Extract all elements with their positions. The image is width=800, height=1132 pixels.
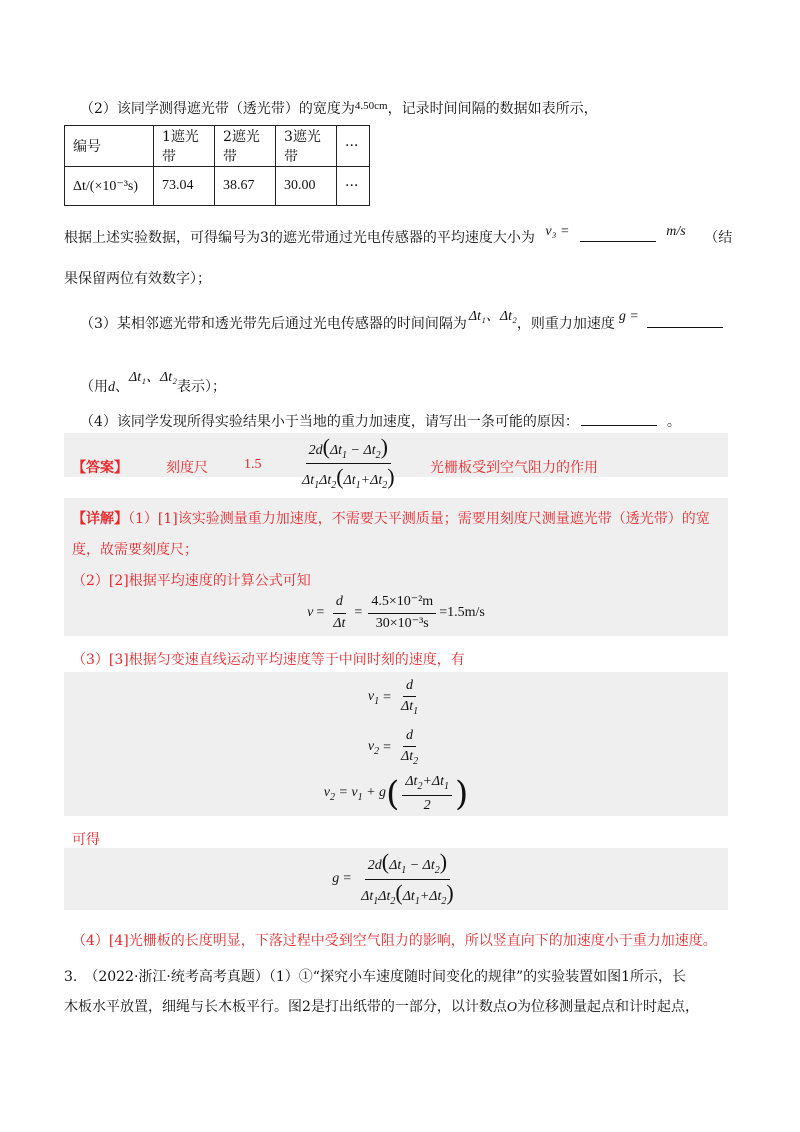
frac-values <box>368 594 436 631</box>
q4-end: 。 <box>666 414 681 430</box>
frac-d-dt <box>330 594 348 631</box>
detail-p4: （4）[4]光栅板的长度明显，下落过程中受到空气阻力的影响，所以竖直向下的加速度小于重力加速度。 <box>72 933 717 949</box>
table-cell: ··· <box>337 126 370 167</box>
eq-v2: $v_2$ = $\frac{d}{\Delta t_2}$ <box>367 728 419 768</box>
table-cell: 2遮光带 <box>215 126 276 167</box>
g-fraction <box>299 436 398 492</box>
d-symbol: d <box>108 380 115 395</box>
v3-symbol: v₃ = <box>545 224 570 239</box>
eq-v: v <box>307 605 314 620</box>
q2-line2 <box>64 224 732 247</box>
answer-label: 【答案】 <box>72 460 128 476</box>
q3-next-text: 木板水平放置，细绳与长木板平行。图2是打出纸带的一部分，以计数点 <box>64 999 507 1015</box>
eq-relation: $v_2 = v_1 + g$ ( $\frac{\Delta t_2+\Delta t_1}{2}$ ) <box>323 774 469 814</box>
q3-line2 <box>80 366 226 396</box>
detail-label: 【详解】 <box>72 511 128 527</box>
frac-num: 4.5×10⁻²m <box>368 594 436 613</box>
q4-line <box>80 411 681 431</box>
eq-result: =1.5m/s <box>439 605 485 620</box>
detail-get: 可得 <box>72 832 100 848</box>
q3-next-text-b: 为位移测量起点和计时起点， <box>517 999 700 1015</box>
table-cell: 1遮光带 <box>154 126 215 167</box>
table-cell: 73.04 <box>154 167 215 206</box>
table-cell: Δt/(×10⁻³s) <box>65 167 154 206</box>
q2-line2-text: 根据上述实验数据，可得编号为3的遮光带通过光电传感器的平均速度大小为 <box>64 230 535 246</box>
table-row <box>65 167 370 206</box>
detail-text: （1）[1]该实验测量重力加速度，不需要天平测质量；需要用刻度尺测量遮光带（透光带）的宽 <box>128 511 710 527</box>
answer-4: 光栅板受到空气阻力的作用 <box>430 460 598 476</box>
width-value: 4.50cm <box>354 100 388 112</box>
detail-p1b: 度，故需要刻度尺； <box>72 542 198 558</box>
frac-den: 30×10⁻³s <box>375 615 429 631</box>
q2-line2-tail: （结 <box>704 230 733 246</box>
g-numerator: $2d(\Delta t_1 - \Delta t_2)$ <box>306 436 391 464</box>
eq-v1: $v_1$ = $\frac{d}{\Delta t_1}$ <box>367 678 419 718</box>
dt-vars: Δt₁、Δt₂ <box>129 370 177 385</box>
table-cell: 38.67 <box>215 167 276 206</box>
answer-2: 1.5 <box>244 457 262 472</box>
table-row <box>65 126 370 167</box>
o-symbol: O <box>506 1000 518 1015</box>
g-denominator: $\Delta t_1\Delta t_2(\Delta t_1+\Delta t_2)$ <box>302 464 395 492</box>
q4-text: （4）该同学发现所得实验结果小于当地的重力加速度，请写出一条可能的原因： <box>80 414 579 430</box>
frac-num: d <box>333 594 346 613</box>
answer-blank <box>580 241 656 242</box>
sep: 、 <box>115 379 129 395</box>
table-cell: ··· <box>337 167 370 206</box>
table-cell: 30.00 <box>276 167 337 206</box>
unit-label: m/s <box>666 224 686 239</box>
frac-den: Δt <box>333 615 346 631</box>
g-symbol: g = <box>618 309 639 324</box>
table-cell: 3遮光带 <box>276 126 337 167</box>
q3-mid: ，则重力加速度 <box>516 316 615 332</box>
q2-line1 <box>80 98 598 118</box>
eq-g: g = $\frac{2d(\Delta t_1 - \Delta t_2)}{\Delta t_1\Delta t_2(\Delta t_1+\Delta t_2)}$ <box>332 849 454 907</box>
q2-suffix: ，记录时间间隔的数据如表所示， <box>387 101 598 117</box>
q2-prefix: （2）该同学测得遮光带（透光带）的宽度为 <box>80 101 355 117</box>
eq-average-velocity: v = $\frac{d}{\Delta t}$ = $\frac{\text{4.5×10⁻²m}}{\text{30×10⁻³s}}$ =1.5m/s <box>307 594 485 631</box>
answer-3-formula <box>296 436 401 492</box>
q3-open: （用 <box>80 379 108 395</box>
q3-text: （3）某相邻遮光带和透光带先后通过光电传感器的时间间隔为 <box>80 316 467 332</box>
q3-close: 表示）； <box>176 379 226 395</box>
detail-p1a <box>72 508 710 528</box>
answer-blank <box>581 425 657 426</box>
table-cell: 编号 <box>65 126 154 167</box>
data-table <box>64 125 370 206</box>
answer-1: 刻度尺 <box>166 460 208 476</box>
q3-next-line2 <box>64 996 699 1016</box>
detail-p2: （2）[2]根据平均速度的计算公式可知 <box>72 573 311 589</box>
detail-p3: （3）[3]根据匀变速直线运动平均速度等于中间时刻的速度，有 <box>72 652 465 668</box>
q3-next-line1: 3. （2022·浙江·统考高考真题）（1）①“探究小车速度随时间变化的规律”的实验装置如图1所示，长 <box>64 969 687 985</box>
q2-line3: 果保留两位有效数字）； <box>64 271 211 287</box>
dt-vars: Δt₁、Δt₂ <box>468 309 517 324</box>
q3-line1 <box>80 305 723 333</box>
answer-blank <box>647 327 723 328</box>
